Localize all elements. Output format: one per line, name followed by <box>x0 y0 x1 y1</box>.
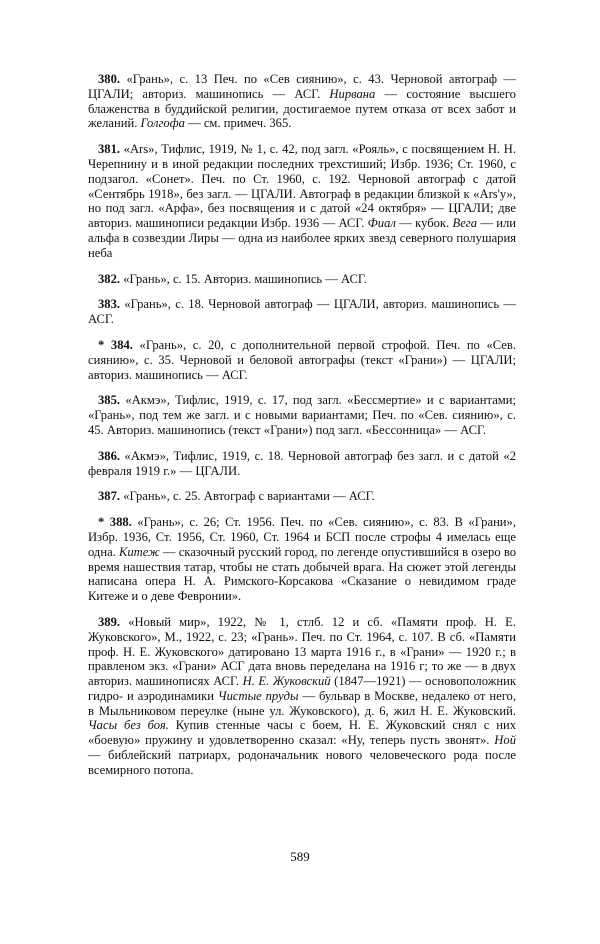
note-381 <box>88 142 516 260</box>
note-number: 389. <box>98 614 121 629</box>
note-text: — или альфа в созвездии Лиры — одна из наиболее ярких звезд северного полушария неба <box>88 216 517 260</box>
note-number: 382. <box>98 271 121 286</box>
note-term: Нирвана <box>329 86 376 101</box>
note-number: 387. <box>98 489 121 504</box>
note-term: Фиал <box>367 216 396 231</box>
note-number: 385. <box>98 393 121 408</box>
note-text: «Грань», с. 18. Черновой автограф — ЦГАЛИ, авториз. машинопись — АСГ. <box>88 297 516 327</box>
page-number: 589 <box>290 849 310 864</box>
note-389 <box>88 615 516 778</box>
note-term: Н. Е. Жуковский <box>242 674 331 689</box>
note-term: Китеж <box>119 544 160 559</box>
note-text: «Акмэ», Тифлис, 1919, с. 18. Черновой автограф без загл. и с датой «2 февраля 1919 г.» — ЦГАЛИ. <box>88 448 516 478</box>
note-number: 380. <box>98 72 121 86</box>
commentary-column <box>88 72 516 789</box>
note-388 <box>88 515 516 604</box>
note-387 <box>88 489 516 504</box>
note-number: 383. <box>98 297 121 312</box>
note-text: — библейский патриарх, родоначальник нового человеческого рода после всемирного потопа. <box>88 748 516 777</box>
note-text: «Грань», с. 26; Ст. 1956. Печ. по «Сев. сиянию», с. 83. В «Грани», Избр. 1936, Ст. 1956, Ст. 1960, Ст. 1964 и БСП после строфы 4 имелась еще одна. <box>88 515 516 559</box>
note-text: — состояние высшего блаженства в буддийской религии, достигаемое путем отказа от всех забот и желаний. <box>88 86 516 131</box>
note-number: * 384. <box>98 337 133 352</box>
note-380 <box>88 72 516 131</box>
note-number: * 388. <box>98 515 132 530</box>
note-384 <box>88 338 516 382</box>
note-text: «Новый мир», 1922, № 1, стлб. 12 и сб. «Памяти проф. Н. Е. Жуковского», М., 1922, с. 23; «Грань». Печ. по Ст. 1964, с. 107. В сб. «Памяти проф. Н. Е. Жуковского» датировано 13 марта 1916 г., в «Грани» — 1920 г.; в правленом экз. «Грани» АСГ дата вновь переделана на 1916 г; то же — в двух авториз. машинописях АСГ. <box>88 614 516 689</box>
note-text: «Грань», с. 13 Печ. по «Сев сиянию», с. 43. Черновой автограф — ЦГАЛИ; авториз. машинопись — АСГ. <box>88 72 516 101</box>
note-number: 381. <box>98 142 121 157</box>
note-text: «Ars», Тифлис, 1919, № 1, с. 42, под загл. «Рояль», с посвящением Н. Н. Черепнину и в иной редакции последних трехстиший; Избр. 1936; Ст. 1960, с подзагол. «Сонет». Печ. по Ст. 1960, с. 192. Черновой автограф с датой «Сентябрь 1918», без загл. — ЦГАЛИ. Автограф в редакции близкой к «Ars'у», но под загл. «Арфа», без посвящения и с датой «24 октября» — ЦГАЛИ; две авториз. машинописи редакции Избр. 1936 — АСГ. <box>88 142 516 231</box>
note-text: — бульвар в Москве, недалеко от него, в Мыльниковом переулке (ныне ул. Жуковского), д. 6, жил Н. Е. Жуковский. <box>88 688 516 718</box>
note-text: — сказочный русский город, по легенде опустившийся в озеро во время нашествия татар, чтобы не стать добычей врага. На сюжет этой легенды написана опера Н. А. Римского-Корсакова «Сказание о невидимом граде Китеже и о деве Февронии». <box>88 544 516 604</box>
note-term: Вега <box>452 216 477 231</box>
note-text: «Грань», с. 25. Автограф с вариантами — АСГ. <box>120 489 375 504</box>
note-term: Ной <box>494 733 516 748</box>
note-text: (1847—1921) — основоположник гидро- и аэродинамики <box>88 674 516 703</box>
note-term: Голгофа <box>140 116 185 131</box>
note-text: — кубок. <box>395 216 453 231</box>
note-text: «Грань», с. 15. Авториз. машинопись — АСГ. <box>120 271 367 286</box>
note-text: Купив стенные часы с боем, Н. Е. Жуковский снял с них «боевую» пружину и удовлетворенно сказал: «Ну, теперь пусть звонят». <box>88 718 516 748</box>
note-text: — см. примеч. 365. <box>184 116 292 131</box>
note-term: Часы без боя. <box>88 718 169 733</box>
note-386 <box>88 449 516 479</box>
note-number: 386. <box>98 448 121 463</box>
note-text: «Акмэ», Тифлис, 1919, с. 17, под загл. «Бессмертие» и с вариантами; «Грань», под тем же загл. и с новыми вариантами; Печ. по «Сев. сиянию», с. 45. Авториз. машинопись (текст «Грани») под загл. «Бессонница» — АСГ. <box>88 393 516 437</box>
note-text: «Грань», с. 20, с дополнительной первой строфой. Печ. по «Сев. сиянию», с. 35. Черновой и беловой автографы (текст «Грани») — ЦГАЛИ; авториз. машинопись — АСГ. <box>88 337 516 382</box>
note-385 <box>88 393 516 437</box>
note-383 <box>88 297 516 327</box>
note-term: Чистые пруды <box>217 688 299 703</box>
note-382 <box>88 272 516 287</box>
